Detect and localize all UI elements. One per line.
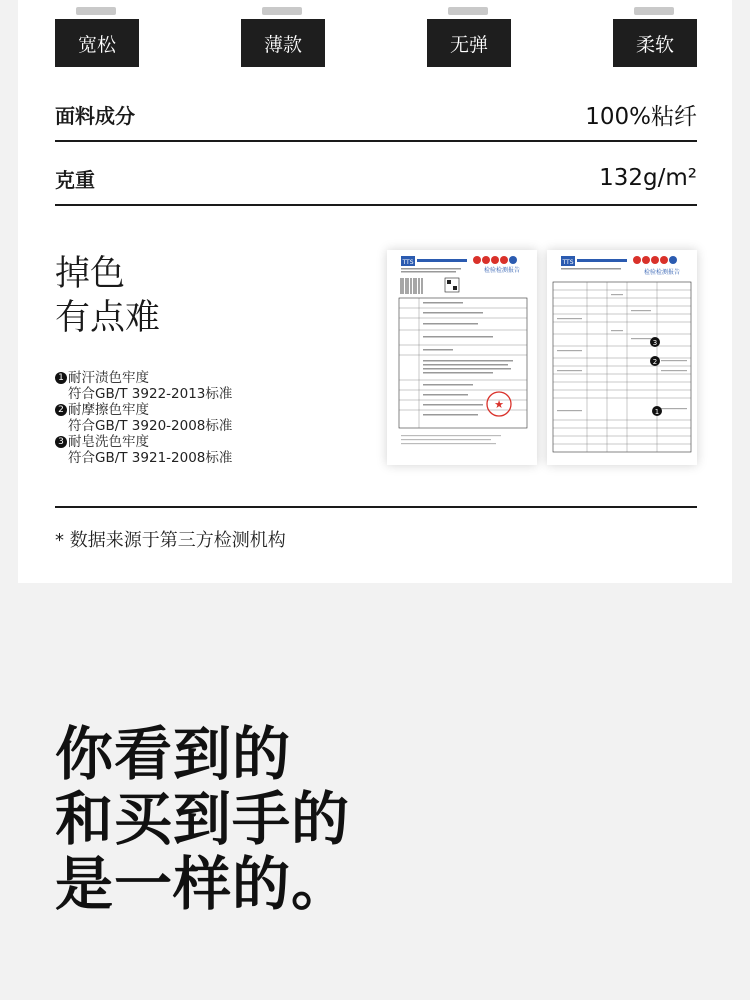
standard-item	[55, 370, 232, 386]
standard-name: 耐皂洗色牢度	[68, 434, 149, 450]
fabric-label: 面料成分	[55, 103, 135, 128]
tag-caption-fragment	[634, 7, 674, 15]
report-logo-text: TTS	[402, 259, 414, 266]
fit-tags	[55, 19, 697, 67]
weight-value: 132g/m²	[599, 165, 697, 191]
report-title-text: 检验检测报告	[483, 267, 521, 274]
standard-name: 耐汗渍色牢度	[68, 370, 149, 386]
tag-caption-fragment	[76, 7, 116, 15]
number-badge: 3	[55, 436, 67, 448]
tag-soft: 柔软	[613, 19, 697, 67]
weight-label: 克重	[55, 167, 95, 192]
report-table-graphic	[547, 250, 697, 465]
colorfast-standards	[55, 370, 232, 466]
standard-spec: 符合GB/T 3922-2013标准	[68, 386, 233, 402]
slogan-line: 是一样的。	[55, 850, 351, 918]
test-report-image-1	[387, 250, 537, 465]
standard-spec: 符合GB/T 3921-2008标准	[68, 450, 233, 466]
slogan-line: 你看到的	[55, 720, 292, 788]
data-source-note: * 数据来源于第三方检测机构	[55, 530, 286, 551]
product-spec-card	[18, 0, 732, 583]
divider	[55, 204, 697, 206]
slogan-line: 和买到手的	[55, 785, 351, 853]
colorfast-title	[55, 252, 160, 340]
svg-text:★: ★	[494, 398, 504, 411]
report-marker: 3	[652, 339, 658, 347]
standard-item	[55, 434, 232, 450]
divider	[55, 506, 697, 508]
tag-loose: 宽松	[55, 19, 139, 67]
weight-row	[55, 160, 697, 196]
colorfast-title-line2: 有点难	[55, 298, 161, 338]
standard-item	[55, 402, 232, 418]
tag-caption-fragment	[448, 7, 488, 15]
colorfast-title-line1: 掉色	[55, 254, 126, 294]
fabric-value: 100%粘纤	[585, 103, 697, 130]
number-badge: 2	[55, 404, 67, 416]
standard-name: 耐摩擦色牢度	[68, 402, 149, 418]
report-marker: 1	[654, 408, 660, 416]
report-marker: 2	[652, 358, 658, 366]
standard-spec: 符合GB/T 3920-2008标准	[68, 418, 233, 434]
report-title-text: 检验检测报告	[643, 269, 681, 276]
tag-thin: 薄款	[241, 19, 325, 67]
tag-no-stretch: 无弹	[427, 19, 511, 67]
tag-caption-fragment	[262, 7, 302, 15]
divider	[55, 140, 697, 142]
report-document-graphic	[387, 250, 537, 465]
report-logo-text: TTS	[562, 259, 574, 266]
fabric-row	[55, 96, 697, 132]
slogan-heading	[55, 722, 350, 917]
test-report-image-2	[547, 250, 697, 465]
number-badge: 1	[55, 372, 67, 384]
